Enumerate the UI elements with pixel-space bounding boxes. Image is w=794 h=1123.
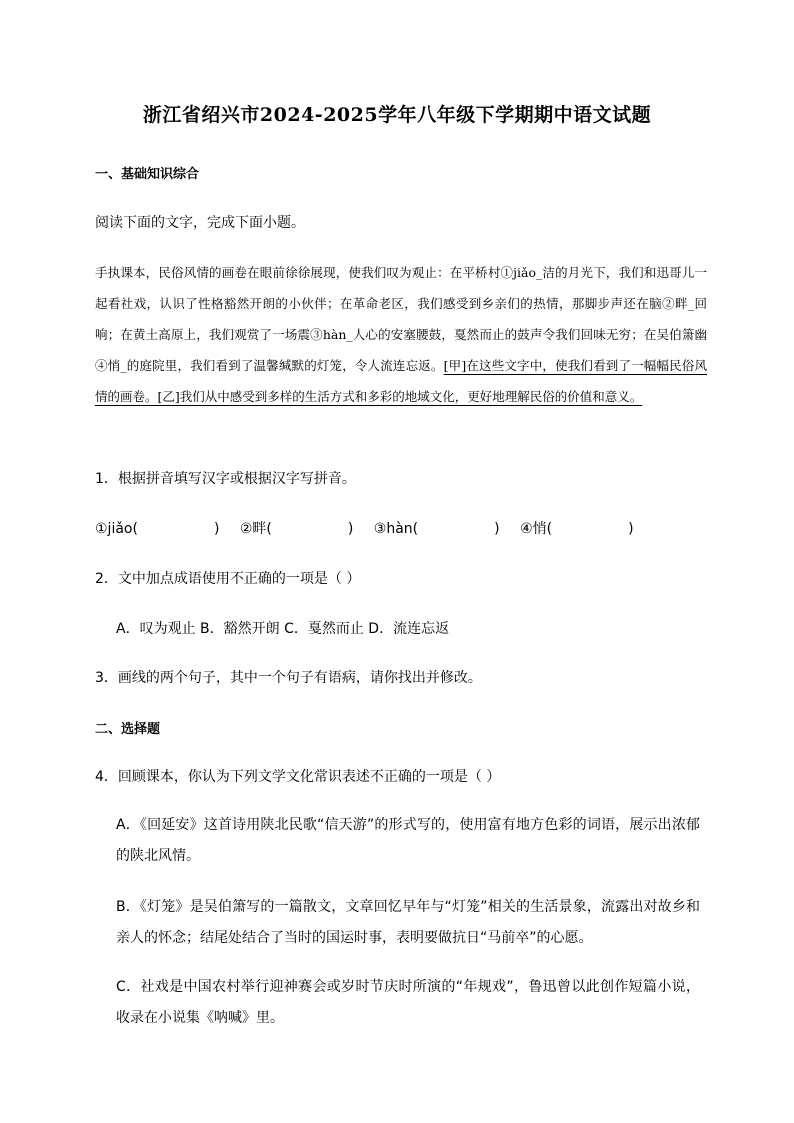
question-1: 1．根据拼音填写汉字或根据汉字写拼音。 — [95, 471, 356, 487]
q4-option-c: C．社戏是中国农村举行迎神赛会或岁时节庆时所演的“年规戏”，鲁迅曾以此创作短篇小说，收录在小说集《呐喊》里。 — [116, 979, 700, 1026]
q4-option-b: B．《灯笼》是吴伯箫写的一篇散文，文章回忆早年与“灯笼”相关的生活景象，流露出对故乡和亲人的怀念；结尾处结合了当时的国运时事，表明要做抗日“马前卒”的心愿。 — [116, 899, 700, 946]
q1-blank-3[interactable]: ③hàn( ) — [373, 521, 500, 537]
question-4: 4．回顾课本，你认为下列文学文化常识表述不正确的一项是（ ） — [95, 769, 501, 785]
reading-passage — [95, 257, 707, 412]
section-heading-2: 二、选择题 — [95, 722, 161, 737]
q4-option-a: A．《回延安》这首诗用陕北民歌“信天游”的形式写的，使用富有地方色彩的词语，展示出浓郁的陕北风情。 — [116, 817, 700, 864]
question-2: 2．文中加点成语使用不正确的一项是（ ） — [95, 571, 361, 587]
q1-blank-4[interactable]: ④悄( ) — [520, 521, 634, 537]
q1-blank-2[interactable]: ②畔( ) — [239, 521, 354, 537]
reading-instruction: 阅读下面的文字，完成下面小题。 — [95, 215, 305, 231]
question-3: 3．画线的两个句子，其中一个句子有语病，请你找出并修改。 — [95, 670, 482, 686]
page-title: 浙江省绍兴市2024-2025学年八年级下学期期中语文试题 — [142, 104, 652, 126]
q1-blank-row — [95, 518, 634, 538]
section-heading-1: 一、基础知识综合 — [95, 167, 200, 182]
passage-plain-text: 手执课本，民俗风情的画卷在眼前徐徐展现，使我们叹为观止：在平桥村①jiǎo_洁的月光下，我们和迅哥儿一起看社戏，认识了性格豁然开朗的小伙伴；在革命老区，我们感受到乡亲们的热情，那脚步声还在脑②畔_回响；在黄土高原上，我们观赏了一场震③hàn_人心的安塞腰鼓，戛然而止的鼓声令我们回味无穷；在吴伯箫幽④悄_的庭院里，我们看到了温馨缄默的灯笼，令人流连忘返。 — [95, 265, 707, 373]
q1-blank-1[interactable]: ①jiǎo( ) — [95, 521, 220, 537]
q2-options: A．叹为观止 B．豁然开朗 C．戛然而止 D．流连忘返 — [116, 621, 450, 637]
passage-underlined-sentences: [甲]在这些文字中，使我们看到了一幅幅民俗风情的画卷。[乙]我们从中感受到多样的生活方式和多彩的地域文化，更好地理解民俗的价值和意义。 — [95, 358, 707, 404]
